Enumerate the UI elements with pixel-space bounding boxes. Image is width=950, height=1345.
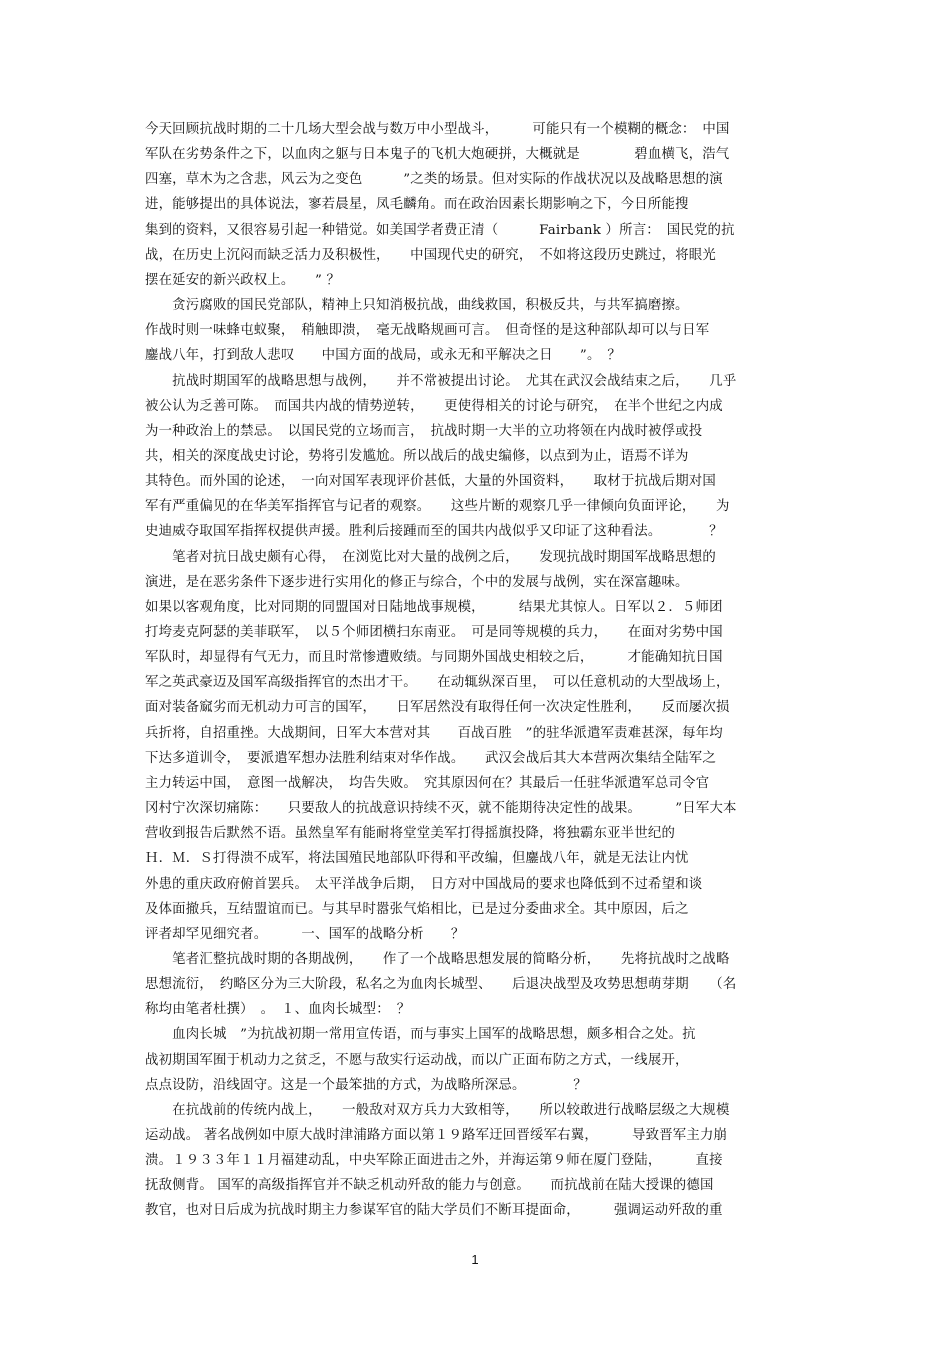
text-line: 溃。１９３３年１１月福建动乱，中央军除正面进击之外，并海运第９师在厦门登陆， 直接 <box>145 1153 723 1169</box>
text-line: 战初期国军囿于机动力之贫乏，不愿与敌实行运动战，而以广正面布防之方式，一线展开， <box>145 1052 689 1068</box>
text-line: Ｈ．Ｍ．Ｓ打得溃不成军，将法国殖民地部队吓得和平改编，但鏖战八年，就是无法让内忧 <box>145 851 689 867</box>
text-line: 集到的资料，又很容易引起一种错觉。如美国学者费正清（ Fairbank ）所言： 国民党的抗 <box>145 222 735 238</box>
text-line: 鏖战八年，打到敌人悲叹 中国方面的战局，或永无和平解决之日 ”。 ？ <box>145 348 622 364</box>
text-line: 贪污腐败的国民党部队，精神上只知消极抗战，曲线救国，积极反共，与共军搞磨擦。 <box>145 298 689 314</box>
text-line: 进，能够提出的具体说法，寥若晨星，凤毛麟角。而在政治因素长期影响之下，今日所能搜 <box>145 197 689 213</box>
text-line: 外患的重庆政府俯首罢兵。 太平洋战争后期， 日方对中国战局的要求也降低到不过希望和谈 <box>145 876 703 892</box>
text-line: 营收到报告后默然不语。虽然皇军有能耐将堂堂美军打得摇旗投降，将独霸东亚半世纪的 <box>145 826 676 842</box>
text-line: 及体面撤兵，互结盟谊而已。与其早时嚣张气焰相比，已是过分委曲求全。其中原因，后之 <box>145 901 689 917</box>
text-line: 主力转运中国， 意图一战解决， 均告失败。 究其原因何在？其最后一任驻华派遣军总司令官 <box>145 775 710 791</box>
text-line: 面对装备窳劣而无机动力可言的国军， 日军居然没有取得任何一次决定性胜利， 反而屡次损 <box>145 700 730 716</box>
text-line: 四塞，草木为之含悲，风云为之变色 ”之类的场景。但对实际的作战状况以及战略思想的演 <box>145 172 723 188</box>
text-line: 军队在劣势条件之下，以血肉之躯与日本鬼子的飞机大炮硬拼，大概就是 碧血横飞，浩气 <box>145 147 730 163</box>
text-line: 在抗战前的传统内战上， 一般敌对双方兵力大致相等， 所以较敢进行战略层级之大规模 <box>145 1102 730 1118</box>
text-line: 兵折将，自招重挫。大战期间，日军大本营对其 百战百胜 ”的驻华派遣军责难甚深，每年均 <box>145 725 723 741</box>
text-line: 军队时，却显得有气无力，而且时常惨遭败绩。与同期外国战史相较之后， 才能确知抗日国 <box>145 650 723 666</box>
text-line: 共，相关的深度战史讨论，势将引发尴尬。所以战后的战史编修，以点到为止，语焉不详为 <box>145 448 689 464</box>
text-line: 打垮麦克阿瑟的美菲联军， 以５个师团横扫东南亚。 可是同等规模的兵力， 在面对劣势中国 <box>145 625 723 640</box>
text-line: 军之英武豪迈及国军高级指挥官的杰出才干。 在动辄纵深百里， 可以任意机动的大型战场上， <box>145 675 730 691</box>
text-line: 其特色。而外国的论述， 一向对国军表现评价甚低，大量的外国资料， 取材于抗战后期对国 <box>145 474 716 490</box>
text-line: 如果以客观角度，比对同期的同盟国对日陆地战事规模， 结果尤其惊人。日军以２．５师团 <box>145 599 723 615</box>
text-line: 抗战时期国军的战略思想与战例， 并不常被提出讨论。 尤其在武汉会战结束之后， 几乎 <box>145 373 737 389</box>
text-line: 下达多道训令， 要派遣军想办法胜利结束对华作战。 武汉会战后其大本营两次集结全陆军之 <box>145 750 716 766</box>
text-line: 作战时则一味蜂屯蚁聚， 稍触即溃， 毫无战略规画可言。 但奇怪的是这种部队却可以与日军 <box>145 323 710 339</box>
text-line: 军有严重偏见的在华美军指挥官与记者的观察。 这些片断的观察几乎一律倾向负面评论， 为 <box>145 499 730 515</box>
page-number: 1 <box>471 1252 479 1267</box>
text-line: 称均由笔者杜撰） 。 １、血肉长城型： ？ <box>145 1002 411 1018</box>
text-line: 抚敌侧背。 国军的高级指挥官并不缺乏机动歼敌的能力与创意。 而抗战前在陆大授课的德国 <box>145 1178 714 1194</box>
text-line: 教官，也对日后成为抗战时期主力参谋军官的陆大学员们不断耳提面命， 强调运动歼敌的重 <box>145 1203 723 1219</box>
text-line: 被公认为乏善可陈。 而国共内战的情势逆转， 更使得相关的讨论与研究， 在半个世纪之内成 <box>145 398 723 414</box>
text-line: 冈村宁次深切痛陈： 只要敌人的抗战意识持续不灭，就不能期待决定性的战果。 ”日军大本 <box>145 801 737 817</box>
text-line: 评者却罕见细究者。 一、国军的战略分析 ？ <box>145 926 465 942</box>
text-line: 史迪威夺取国军指挥权提供声援。胜利后接踵而至的国共内战似乎又印证了这种看法。 ？ <box>145 524 723 540</box>
text-line: 运动战。 著名战例如中原大战时津浦路方面以第１９路军迂回晋绥军右翼， 导致晋军主力崩 <box>145 1128 728 1143</box>
text-line: 血肉长城 ”为抗战初期一常用宣传语，而与事实上国军的战略思想，颇多相合之处。抗 <box>145 1027 696 1043</box>
text-line: 笔者汇整抗战时期的各期战例， 作了一个战略思想发展的简略分析， 先将抗战时之战略 <box>145 951 730 967</box>
text-line: 演进，是在恶劣条件下逐步进行实用化的修正与综合，个中的发展与战例，实在深富趣味。 <box>145 574 689 590</box>
text-line: 点点设防，沿线固守。这是一个最笨拙的方式，为战略所深忌。 ？ <box>145 1077 587 1093</box>
text-line: 战，在历史上沉闷而缺乏活力及积极性， 中国现代史的研究， 不如将这段历史跳过，将眼光 <box>145 247 716 263</box>
text-line: 摆在延安的新兴政权上。 ” ？ <box>145 272 341 288</box>
text-line: 笔者对抗日战史颇有心得， 在浏览比对大量的战例之后， 发现抗战时期国军战略思想的 <box>145 549 716 565</box>
text-line: 为一种政治上的禁忌。 以国民党的立场而言， 抗战时期一大半的立功将领在内战时被俘或投 <box>145 423 703 439</box>
text-line: 思想流衍， 约略区分为三大阶段，私名之为血肉长城型、 后退决战型及攻势思想萌芽期 （名 <box>145 977 737 993</box>
text-line: 今天回顾抗战时期的二十几场大型会战与数万中小型战斗， 可能只有一个模糊的概念： 中国 <box>145 122 730 137</box>
